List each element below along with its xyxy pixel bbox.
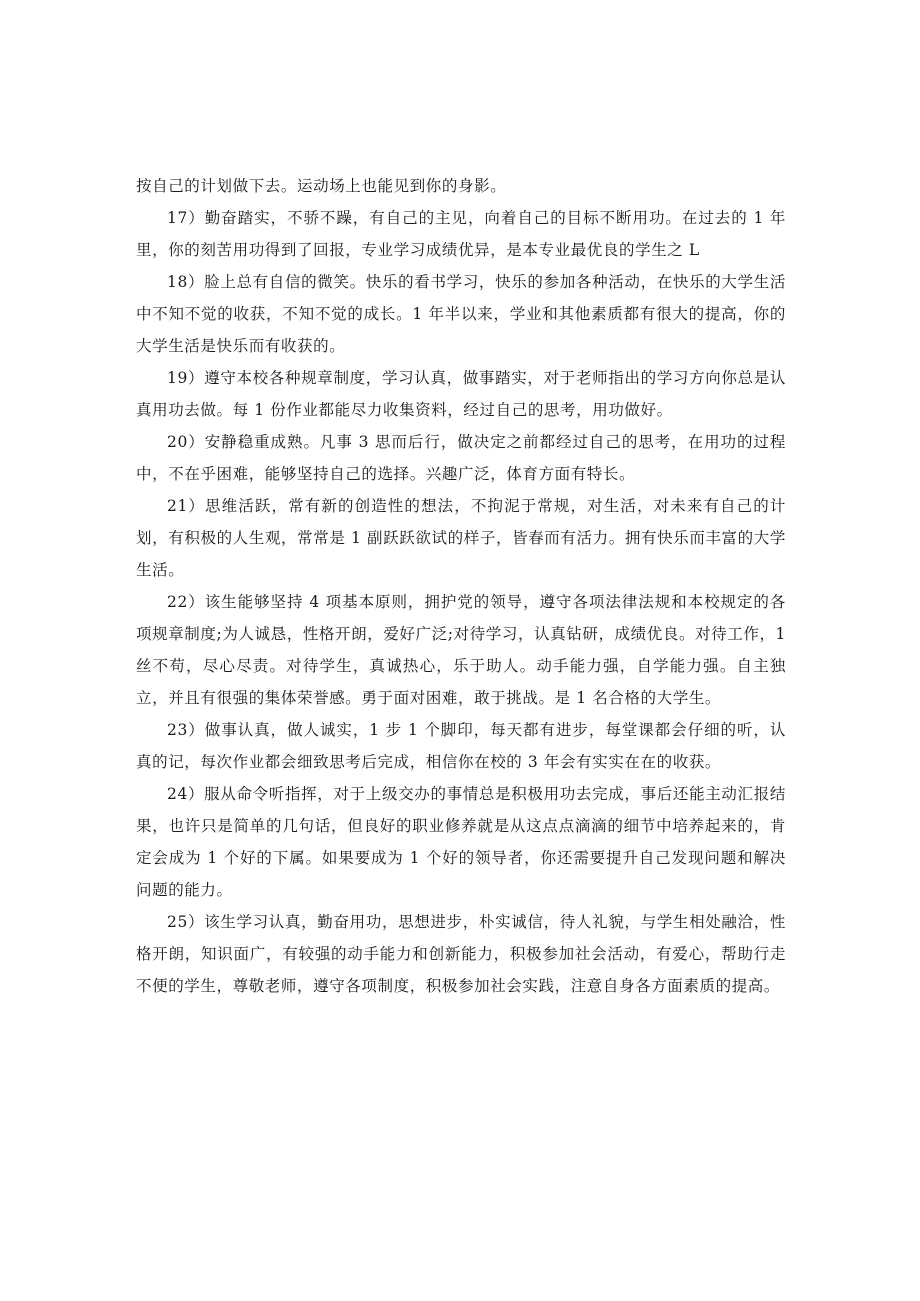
document-body (136, 170, 786, 1002)
paragraph-25: 25）该生学习认真，勤奋用功，思想进步，朴实诚信，待人礼貌，与学生相处融洽，性格开朗，知识面广，有较强的动手能力和创新能力，积极参加社会活动，有爱心，帮助行走不便的学生，尊敬老师，遵守各项制度，积极参加社会实践，注意自身各方面素质的提高。 (136, 913, 786, 995)
paragraph-23: 23）做事认真，做人诚实，1 步 1 个脚印，每天都有进步，每堂课都会仔细的听，认真的记，每次作业都会细致思考后完成，相信你在校的 3 年会有实实在在的收获。 (136, 721, 786, 771)
paragraph-20: 20）安静稳重成熟。凡事 3 思而后行，做决定之前都经过自己的思考，在用功的过程中，不在乎困难，能够坚持自己的选择。兴趣广泛，体育方面有特长。 (136, 433, 786, 483)
paragraph-19: 19）遵守本校各种规章制度，学习认真，做事踏实，对于老师指出的学习方向你总是认真用功去做。每 1 份作业都能尽力收集资料，经过自己的思考，用功做好。 (136, 369, 786, 419)
paragraph-21: 21）思维活跃，常有新的创造性的想法，不拘泥于常规，对生活，对未来有自己的计划，有积极的人生观，常常是 1 副跃跃欲试的样子，皆春而有活力。拥有快乐而丰富的大学生活。 (136, 497, 786, 579)
paragraph-18: 18）脸上总有自信的微笑。快乐的看书学习，快乐的参加各种活动，在快乐的大学生活中不知不觉的收获，不知不觉的成长。1 年半以来，学业和其他素质都有很大的提高，你的大学生活是快乐而有收获的。 (136, 273, 786, 355)
paragraph-17: 17）勤奋踏实，不骄不躁，有自己的主见，向着自己的目标不断用功。在过去的 1 年里，你的刻苦用功得到了回报，专业学习成绩优异，是本专业最优良的学生之 L (136, 209, 786, 259)
paragraph-continuation: 按自己的计划做下去。运动场上也能见到你的身影。 (136, 177, 507, 195)
paragraph-22: 22）该生能够坚持 4 项基本原则，拥护党的领导，遵守各项法律法规和本校规定的各项规章制度;为人诚恳，性格开朗，爱好广泛;对待学习，认真钻研，成绩优良。对待工作，1 丝不苟，尽心尽责。对待学生，真诚热心，乐于助人。动手能力强，自学能力强。自主独立，并且有很强的集体荣誉感。勇于面对困难，敢于挑战。是 1 名合格的大学生。 (136, 593, 787, 707)
paragraph-24: 24）服从命令听指挥，对于上级交办的事情总是积极用功去完成，事后还能主动汇报结果，也许只是简单的几句话，但良好的职业修养就是从这点点滴滴的细节中培养起来的，肯定会成为 1 个好的下属。如果要成为 1 个好的领导者，你还需要提升自己发现问题和解决问题的能力。 (136, 785, 786, 899)
